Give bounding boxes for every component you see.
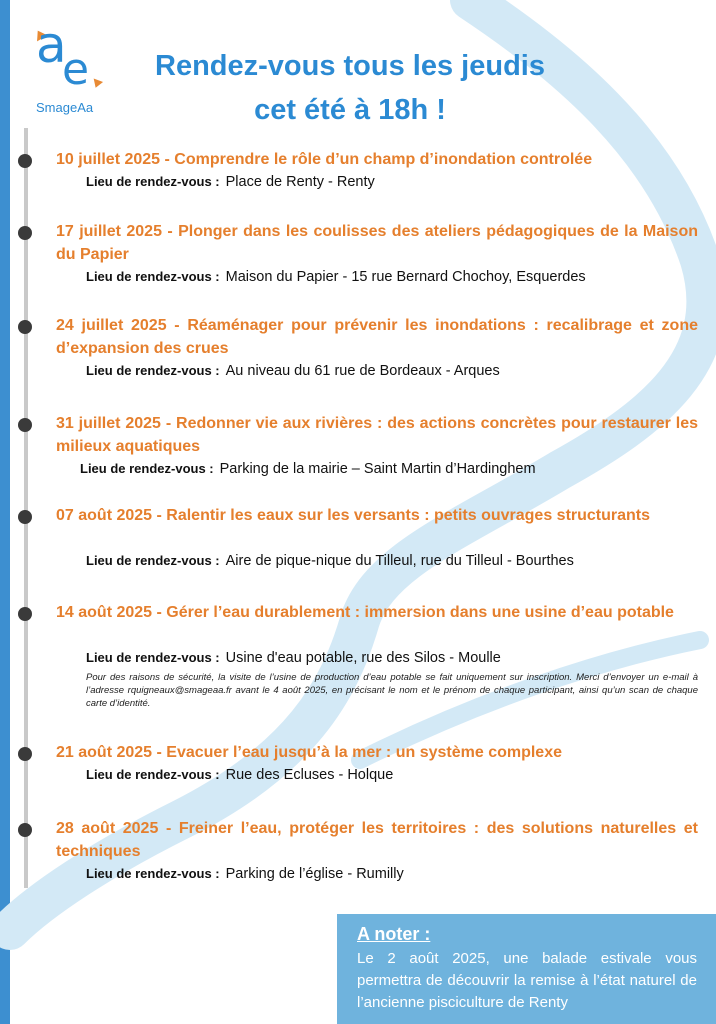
title-line-2: cet été à 18h ! (254, 94, 446, 126)
location-label: Lieu de rendez-vous : (80, 461, 214, 476)
note-title: A noter : (357, 924, 431, 944)
event-title: 31 juillet 2025 - Redonner vie aux rivières : des actions concrètes pour restaurer les milieux aquatiques (56, 415, 698, 455)
event-location (86, 269, 586, 285)
location-value: Aire de pique-nique du Tilleul, rue du Tilleul - Bourthes (225, 553, 574, 569)
event-location (80, 461, 536, 477)
registration-note: Pour des raisons de sécurité, la visite de l’usine de production d’eau potable se fait uniquement sur inscription. Merci d’envoyer un e-mail à l’adresse rquigneaux@smageaa.fr avant le 4 août 2025, en précisant le nom et le prénom de chaque participant, ainsi qu’un scan de chaque carte d’identité. (86, 672, 698, 709)
timeline-dot-icon (18, 823, 32, 837)
location-label: Lieu de rendez-vous : (86, 174, 220, 189)
location-label: Lieu de rendez-vous : (86, 363, 220, 378)
timeline-dot-icon (18, 418, 32, 432)
logo-letters: e (62, 44, 90, 95)
location-value: Parking de la mairie – Saint Martin d’Hardinghem (219, 461, 536, 477)
event-title: 07 août 2025 - Ralentir les eaux sur les versants : petits ouvrages structurants (56, 507, 651, 524)
timeline-dot-icon (18, 510, 32, 524)
event-location (86, 650, 501, 666)
event-location (86, 174, 375, 190)
location-value: Place de Renty - Renty (225, 174, 375, 190)
timeline-dot-icon (18, 747, 32, 761)
location-label: Lieu de rendez-vous : (86, 767, 220, 782)
timeline-dot-icon (18, 154, 32, 168)
event-title: 10 juillet 2025 - Comprendre le rôle d’un champ d’inondation controlée (56, 151, 593, 168)
location-value: Au niveau du 61 rue de Bordeaux - Arques (225, 363, 500, 379)
location-label: Lieu de rendez-vous : (86, 866, 220, 881)
timeline-dot-icon (18, 607, 32, 621)
smageaa-logo (30, 16, 100, 122)
event-location (86, 363, 500, 379)
event-title: 14 août 2025 - Gérer l’eau durablement : immersion dans une usine d’eau potable (56, 604, 674, 621)
location-label: Lieu de rendez-vous : (86, 269, 220, 284)
event-location (86, 866, 404, 882)
event-title: 17 juillet 2025 - Plonger dans les coulisses des ateliers pédagogiques de la Maison du Papier (56, 223, 698, 263)
event-location (86, 553, 574, 569)
note-box (337, 914, 716, 1024)
timeline-dot-icon (18, 320, 32, 334)
page-title (110, 44, 590, 132)
location-value: Rue des Ecluses - Holque (225, 767, 394, 783)
event-title: 24 juillet 2025 - Réaménager pour prévenir les inondations : recalibrage et zone d’expansion des crues (56, 317, 698, 357)
event-location (86, 767, 393, 783)
timeline-dot-icon (18, 226, 32, 240)
location-label: Lieu de rendez-vous : (86, 650, 220, 665)
location-value: Maison du Papier - 15 rue Bernard Chochoy, Esquerdes (225, 269, 586, 285)
note-body: Le 2 août 2025, une balade estivale vous permettra de découvrir la remise à l’état naturel de l’ancienne pisciculture de Renty (357, 950, 697, 1011)
logo-letters: a (36, 16, 67, 74)
location-value: Usine d'eau potable, rue des Silos - Moulle (225, 650, 501, 666)
logo-name: SmageAa (36, 100, 94, 115)
timeline-line (24, 128, 28, 888)
location-value: Parking de l’église - Rumilly (225, 866, 404, 882)
event-title: 21 août 2025 - Evacuer l’eau jusqu’à la mer : un système complexe (56, 744, 562, 761)
location-label: Lieu de rendez-vous : (86, 553, 220, 568)
title-line-1: Rendez-vous tous les jeudis (155, 50, 545, 82)
event-title: 28 août 2025 - Freiner l’eau, protéger les territoires : des solutions naturelles et techniques (56, 820, 698, 860)
